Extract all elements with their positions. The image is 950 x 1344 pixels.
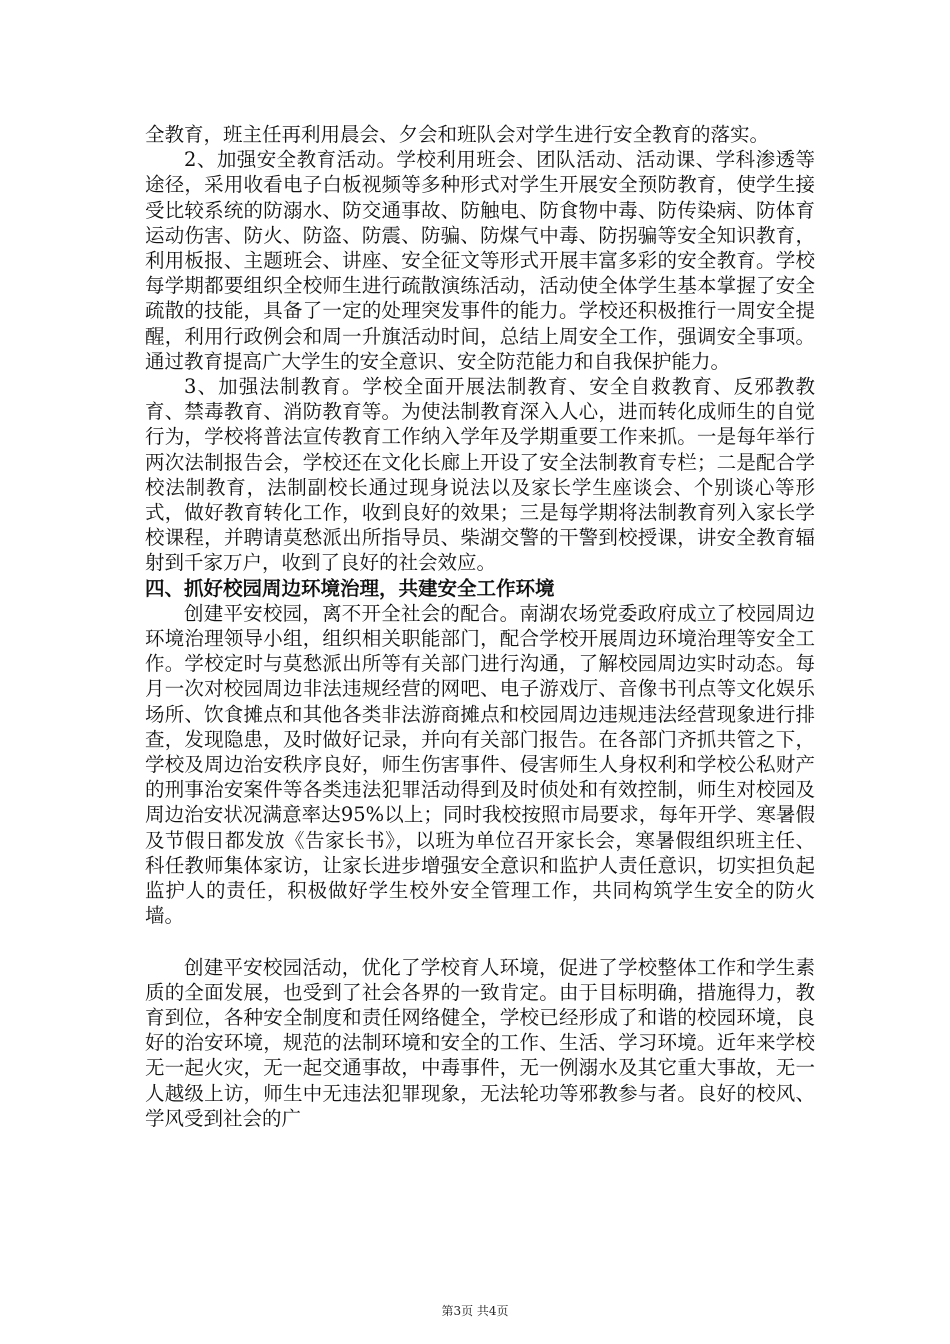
section-heading: 四、抓好校园周边环境治理，共建安全工作环境 bbox=[145, 576, 555, 600]
paragraph-conclusion: 创建平安校园活动，优化了学校育人环境，促进了学校整体工作和学生素质的全面发展，也受到了社会各界的一致肯定。由于目标明确，措施得力，教育到位，各种安全制度和责任网络健全，学校已经形成了和谐的校园环境，良好的治安环境，规范的法制环境和安全的工作、生活、学习环境。近年来学校无一起火灾，无一起交通事故，中毒事件，无一例溺水及其它重大事故，无一人越级上访，师生中无违法犯罪现象，无法轮功等邪教参与者。良好的校风、学风受到社会的广 bbox=[145, 955, 815, 1130]
document-body bbox=[145, 122, 815, 1131]
paragraph-legal-education: 3、加强法制教育。学校全面开展法制教育、安全自救教育、反邪教教育、禁毒教育、消防教育等。为使法制教育深入人心，进而转化成师生的自觉行为，学校将普法宣传教育工作纳入学年及学期重要工作来抓。一是每年举行两次法制报告会，学校还在文化长廊上开设了安全法制教育专栏；二是配合学校法制教育，法制副校长通过现身说法以及家长学生座谈会、个别谈心等形式，做好教育转化工作，收到良好的效果；三是每学期将法制教育列入家长学校课程，并聘请莫愁派出所指导员、柴湖交警的干警到校授课，讲安全教育辐射到千家万户，收到了良好的社会效应。 bbox=[145, 375, 815, 575]
page-number-footer: 第3页 共4页 bbox=[441, 1304, 509, 1318]
paragraph-campus-environment: 创建平安校园，离不开全社会的配合。南湖农场党委政府成立了校园周边环境治理领导小组，组织相关职能部门，配合学校开展周边环境治理等安全工作。学校定时与莫愁派出所等有关部门进行沟通，了解校园周边实时动态。每月一次对校园周边非法违规经营的网吧、电子游戏厅、音像书刊点等文化娱乐场所、饮食摊点和其他各类非法游商摊点和校园周边违规违法经营现象进行排查，发现隐患，及时做好记录，并向有关部门报告。在各部门齐抓共管之下，学校及周边治安秩序良好，师生伤害事件、侵害师生人身权利和学校公私财产的刑事治安案件等各类违法犯罪活动得到及时侦处和有效控制，师生对校园及周边治安状况满意率达95%以上；同时我校按照市局要求，每年开学、寒暑假及节假日都发放《告家长书》，以班为单位召开家长会，寒暑假组织班主任、科任教师集体家访，让家长进步增强安全意识和监护人责任意识，切实担负起监护人的责任，积极做好学生校外安全管理工作，共同构筑学生安全的防火墙。 bbox=[145, 601, 815, 928]
paragraph-safety-activities: 2、加强安全教育活动。学校利用班会、团队活动、活动课、学科渗透等途径，采用收看电子白板视频等多种形式对学生开展安全预防教育，使学生接受比较系统的防溺水、防交通事故、防触电、防食物中毒、防传染病、防体育运动伤害、防火、防盗、防震、防骗、防煤气中毒、防拐骗等安全知识教育，利用板报、主题班会、讲座、安全征文等形式开展丰富多彩的安全教育。学校每学期都要组织全校师生进行疏散演练活动，活动使全体学生基本掌握了安全疏散的技能，具备了一定的处理突发事件的能力。学校还积极推行一周安全提醒，利用行政例会和周一升旗活动时间，总结上周安全工作，强调安全事项。通过教育提高广大学生的安全意识、安全防范能力和自我保护能力。 bbox=[145, 148, 815, 373]
paragraph-continuation: 全教育，班主任再利用晨会、夕会和班队会对学生进行安全教育的落实。 bbox=[145, 123, 770, 146]
blank-line bbox=[145, 929, 815, 955]
